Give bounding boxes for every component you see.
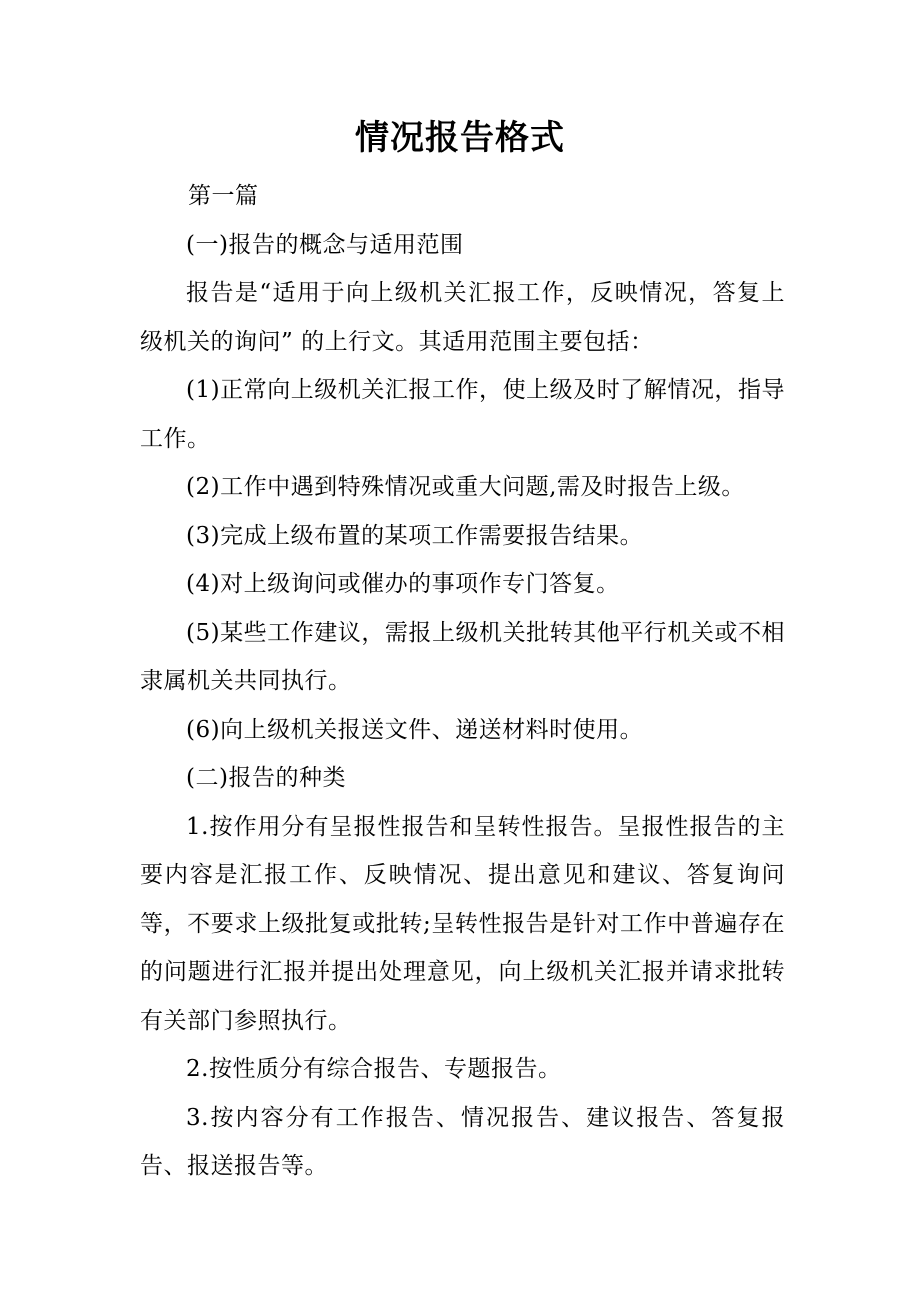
part-label: 第一篇: [188, 183, 259, 209]
list-item-4: (4)对上级询问或催办的事项作专门答复。: [186, 571, 620, 597]
list-item-1: (1)正常向上级机关汇报工作，使上级及时了解情况，指导工作。: [140, 377, 785, 452]
list-item-5: (5)某些工作建议，需报上级机关批转其他平行机关或不相隶属机关共同执行。: [140, 619, 785, 694]
list-item-2: (2)工作中遇到特殊情况或重大问题,需及时报告上级。: [186, 474, 745, 500]
list-item-6: (6)向上级机关报送文件、递送材料时使用。: [186, 716, 644, 743]
paragraph-definition: 报告是“适用于向上级机关汇报工作，反映情况，答复上级机关的询问” 的上行文。其适用范围主要包括：: [140, 280, 785, 355]
section-heading-types: (二)报告的种类: [186, 765, 346, 791]
section-heading-concept: (一)报告的概念与适用范围: [186, 231, 464, 258]
document-title: 情况报告格式: [355, 118, 565, 158]
document-body: [140, 172, 785, 1191]
list-item-3: (3)完成上级布置的某项工作需要报告结果。: [186, 522, 644, 549]
type-item-3: 3.按内容分有工作报告、情况报告、建议报告、答复报告、报送报告等。: [140, 1104, 785, 1179]
type-item-2: 2.按性质分有综合报告、专题报告。: [186, 1056, 562, 1082]
type-item-1: 1.按作用分有呈报性报告和呈转性报告。呈报性报告的主要内容是汇报工作、反映情况、提出意见和建议、答复询问等，不要求上级批复或批转;呈转性报告是针对工作中普遍存在的问题进行汇报并提出处理意见，向上级机关汇报并请求批转有关部门参照执行。: [140, 813, 785, 1034]
